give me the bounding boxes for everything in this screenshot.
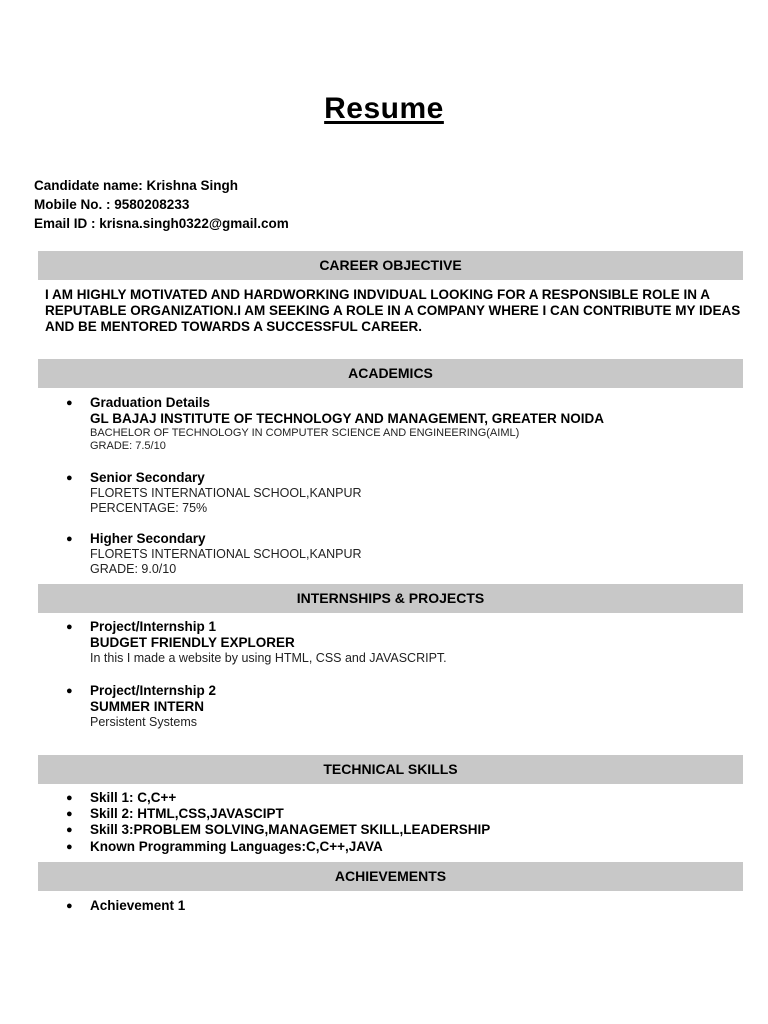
internship-heading: Project/Internship 1 <box>90 619 217 634</box>
bullet-icon: ● <box>66 533 73 545</box>
skill-text: Skill 3:PROBLEM SOLVING,MANAGEMET SKILL,LEADERSHIP <box>90 822 491 837</box>
academic-degree: BACHELOR OF TECHNOLOGY IN COMPUTER SCIENCE AND ENGINEERING(AIML) <box>90 427 520 439</box>
section-header-achievements: ACHIEVEMENTS <box>38 862 743 891</box>
bullet-icon: ● <box>66 824 73 836</box>
academic-heading: Higher Secondary <box>90 531 206 546</box>
academic-heading: Senior Secondary <box>90 470 205 485</box>
mobile-row <box>34 195 289 214</box>
bullet-icon: ● <box>66 397 73 409</box>
candidate-name-label: Candidate name: <box>34 178 147 193</box>
internship-title: SUMMER INTERN <box>90 699 204 714</box>
bullet-icon: ● <box>66 472 73 484</box>
bullet-icon: ● <box>66 621 73 633</box>
section-header-technical-skills: TECHNICAL SKILLS <box>38 755 743 784</box>
academic-percentage: PERCENTAGE: 75% <box>90 501 208 515</box>
bullet-icon: ● <box>66 792 73 804</box>
bullet-icon: ● <box>66 685 73 697</box>
skill-item <box>66 790 176 806</box>
achievement-item <box>66 898 185 914</box>
skill-item <box>66 822 490 838</box>
skill-item <box>66 806 284 822</box>
internship-title: BUDGET FRIENDLY EXPLORER <box>90 635 295 650</box>
academic-institution: GL BAJAJ INSTITUTE OF TECHNOLOGY AND MANAGEMENT, GREATER NOIDA <box>90 411 605 426</box>
internship-description: Persistent Systems <box>90 715 197 729</box>
internship-description: In this I made a website by using HTML, CSS and JAVASCRIPT. <box>90 651 447 665</box>
academic-grade: GRADE: 7.5/10 <box>90 440 166 452</box>
resume-title: Resume <box>324 92 444 125</box>
bullet-icon: ● <box>66 900 73 912</box>
internship-item-1 <box>66 619 746 666</box>
academic-item-senior-secondary <box>66 470 746 516</box>
candidate-name: Krishna Singh <box>146 178 239 193</box>
bullet-icon: ● <box>66 841 73 853</box>
academic-heading: Graduation Details <box>90 395 211 410</box>
section-header-career-objective: CAREER OBJECTIVE <box>38 251 743 280</box>
academic-grade: GRADE: 9.0/10 <box>90 562 177 576</box>
achievement-text: Achievement 1 <box>90 898 186 913</box>
bullet-icon: ● <box>66 808 73 820</box>
section-header-internships: INTERNSHIPS & PROJECTS <box>38 584 743 613</box>
mobile-label: Mobile No. : <box>34 197 115 212</box>
academic-school: FLORETS INTERNATIONAL SCHOOL,KANPUR <box>90 486 362 500</box>
mobile-number: 9580208233 <box>114 197 190 212</box>
contact-block <box>34 176 289 233</box>
career-objective-text: I AM HIGHLY MOTIVATED AND HARDWORKING INDVIDUAL LOOKING FOR A RESPONSIBLE ROLE IN A REPUTABLE ORGANIZATION.I AM SEEKING A ROLE IN A COMPANY WHERE I CAN CONTRIBUTE MY IDEAS AND BE MENTORED TOWARDS A SUCCESSFUL CAREER. <box>45 287 741 334</box>
email-row <box>34 214 289 233</box>
email-address: krisna.singh0322@gmail.com <box>99 216 289 231</box>
skill-text: Skill 2: HTML,CSS,JAVASCIPT <box>90 806 284 821</box>
email-label: Email ID : <box>34 216 100 231</box>
skill-item <box>66 839 383 855</box>
internship-item-2 <box>66 683 746 730</box>
internship-heading: Project/Internship 2 <box>90 683 217 698</box>
academic-school: FLORETS INTERNATIONAL SCHOOL,KANPUR <box>90 547 362 561</box>
academic-item-graduation <box>66 395 746 453</box>
skill-text: Known Programming Languages:C,C++,JAVA <box>90 839 383 854</box>
skill-text: Skill 1: C,C++ <box>90 790 177 805</box>
academic-item-higher-secondary <box>66 531 746 577</box>
section-header-academics: ACADEMICS <box>38 359 743 388</box>
candidate-name-row <box>34 176 289 195</box>
